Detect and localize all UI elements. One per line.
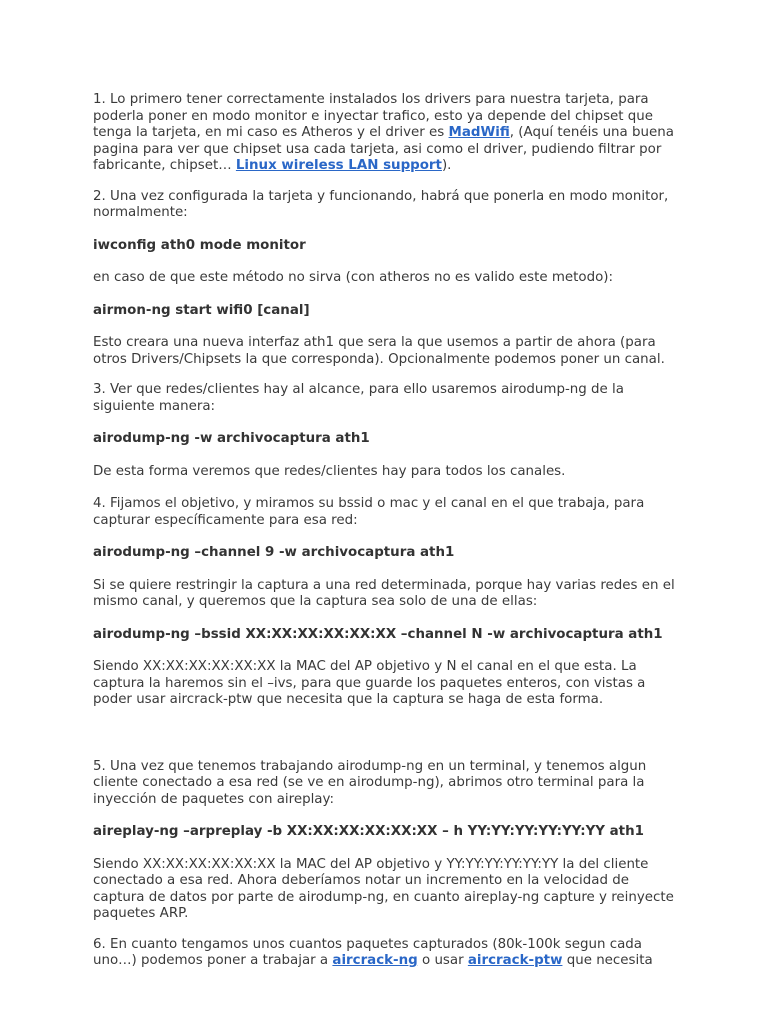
paragraph-alternative: en caso de que este método no sirva (con atheros no es valido este metodo):: [93, 270, 613, 285]
aircrack-ptw-link[interactable]: aircrack-ptw: [467, 953, 563, 968]
paragraph-step-5: 5. Una vez que tenemos trabajando airodump-ng en un terminal, y tenemos algun cliente conectado a esa red (se ve en airodump-ng), abrimos otro terminal para la inyección de paquetes con aireplay:: [93, 758, 647, 807]
command-airodump-basic: airodump-ng -w archivocaptura ath1: [93, 431, 370, 446]
paragraph-client-explanation: Siendo XX:XX:XX:XX:XX:XX la MAC del AP objetivo y YY:YY:YY:YY:YY:YY la del cliente conectado a esa red. Ahora deberíamos notar un incremento en la velocidad de captura de datos por parte de airodump-ng, en cuanto aireplay-ng capture y reinyecte paquetes ARP.: [93, 856, 674, 921]
command-iwconfig: iwconfig ath0 mode monitor: [93, 237, 306, 253]
linux-wireless-link[interactable]: Linux wireless LAN support: [235, 158, 442, 173]
document-body: [93, 92, 683, 970]
paragraph-step-6: 6. En cuanto tengamos unos cuantos paquetes capturados (80k-100k segun cada uno…) podemos poner a trabajar a aircrack-ng o usar aircrack-ptw que necesita: [93, 936, 653, 968]
paragraph-step-4: 4. Fijamos el objetivo, y miramos su bssid o mac y el canal en el que trabaja, para capturar específicamente para esa red:: [93, 496, 645, 528]
command-aireplay: aireplay-ng –arpreplay -b XX:XX:XX:XX:XX:XX – h YY:YY:YY:YY:YY:YY ath1: [93, 824, 644, 839]
paragraph-step-3: 3. Ver que redes/clientes hay al alcance, para ello usaremos airodump-ng de la siguiente manera:: [93, 382, 624, 414]
aircrack-ng-link[interactable]: aircrack-ng: [332, 953, 418, 968]
paragraph-step-1: 1. Lo primero tener correctamente instalados los drivers para nuestra tarjeta, para poderla poner en modo monitor e inyectar trafico, esto ya depende del chipset que tenga la tarjeta, en mi caso es Atheros y el driver es MadWifi, (Aquí tenéis una buena pagina para ver que chipset usa cada tarjeta, asi como el driver, pudiendo filtrar por fabricante, chipset… Linux wireless LAN support).: [93, 92, 674, 173]
paragraph-all-channels: De esta forma veremos que redes/clientes hay para todos los canales.: [93, 463, 566, 479]
paragraph-restrict: Si se quiere restringir la captura a una red determinada, porque hay varias redes en el mismo canal, y queremos que la captura sea solo de una de ellas:: [93, 577, 675, 609]
paragraph-mac-explanation: Siendo XX:XX:XX:XX:XX:XX la MAC del AP objetivo y N el canal en el que esta. La captura la haremos sin el –ivs, para que guarde los paquetes enteros, con vistas a poder usar aircrack-ptw que necesita que la captura se haga de esta forma.: [93, 659, 646, 707]
command-airmon: airmon-ng start wifi0 [canal]: [93, 302, 310, 318]
command-airodump-bssid: airodump-ng –bssid XX:XX:XX:XX:XX:XX –channel N -w archivocaptura ath1: [93, 626, 663, 642]
paragraph-interface: Esto creara una nueva interfaz ath1 que sera la que usemos a partir de ahora (para otros Drivers/Chipsets la que corresponda). Opcionalmente podemos poner un canal.: [93, 335, 665, 367]
command-airodump-channel: airodump-ng –channel 9 -w archivocaptura ath1: [93, 545, 455, 560]
paragraph-step-2: 2. Una vez configurada la tarjeta y funcionando, habrá que ponerla en modo monitor, normalmente:: [93, 188, 669, 220]
madwifi-link[interactable]: MadWifi: [448, 125, 510, 140]
